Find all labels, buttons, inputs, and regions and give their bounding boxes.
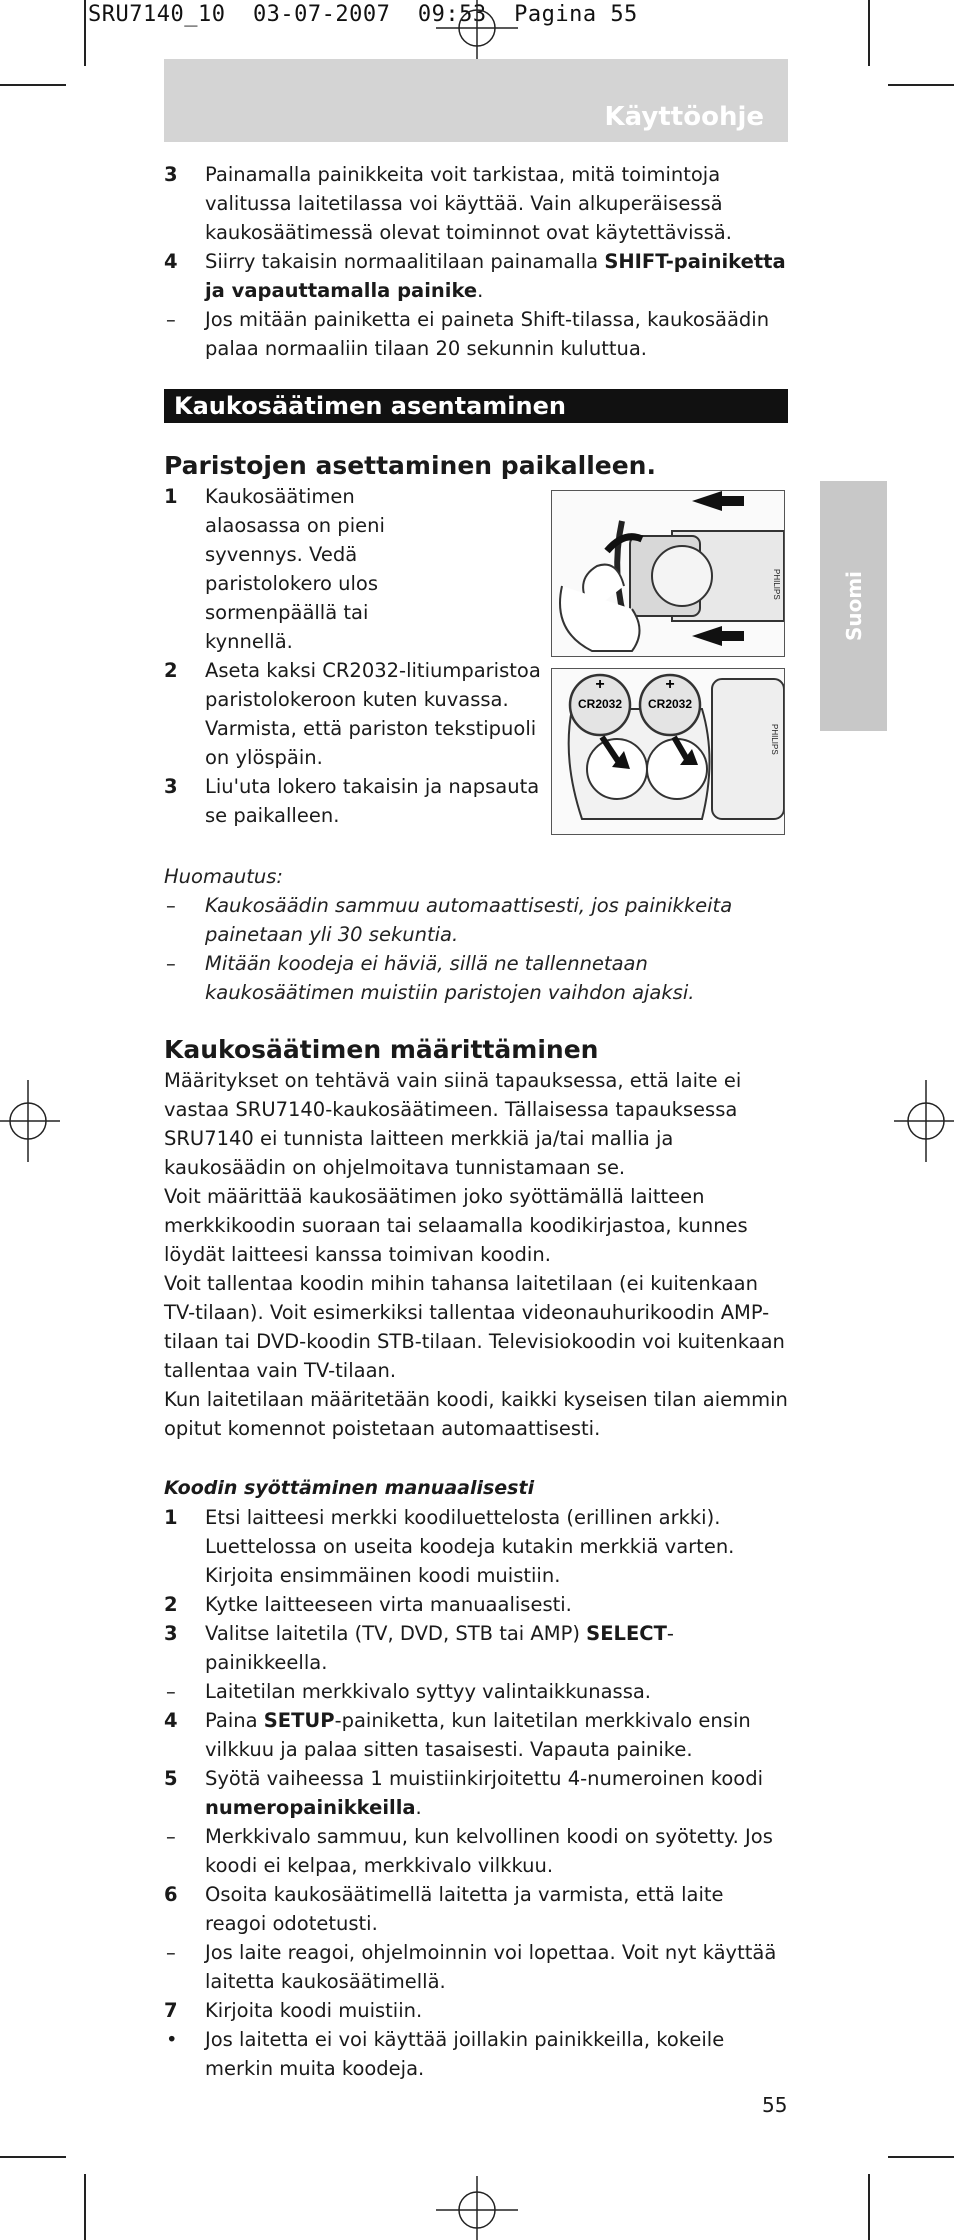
list-item [164, 247, 788, 305]
registration-mark-bottom [436, 2176, 518, 2240]
battery-tray-illustration [551, 490, 785, 657]
item-marker: 2 [164, 659, 178, 682]
subsection-heading: Kaukosäätimen määrittäminen [164, 1035, 599, 1064]
note-item [164, 949, 788, 1007]
list-item [164, 2025, 788, 2083]
item-marker: – [166, 952, 176, 975]
list-item [164, 656, 549, 772]
battery-steps-2-3 [164, 656, 549, 830]
note-item [164, 891, 788, 949]
item-text: Kirjoita koodi muistiin. [205, 1999, 423, 2022]
item-text: Etsi laitteesi merkki koodiluettelosta (erillinen arkki). Luettelossa on useita koodeja kutakin merkkiä varten. Kirjoita ensimmäinen koodi muistiin. [205, 1506, 735, 1587]
item-marker: – [166, 1825, 176, 1848]
item-text-bold: SETUP [263, 1709, 335, 1732]
registration-mark-left [0, 1080, 60, 1162]
intro-list [164, 160, 788, 363]
item-marker: 4 [164, 1709, 178, 1732]
battery-insert-illustration [551, 668, 785, 835]
paragraph: Voit määrittää kaukosäätimen joko syöttämällä laitteen merkkikoodin suoraan tai selaamalla koodikirjastoa, kunnes löydät laitteesi kanssa toimivan koodin. [164, 1185, 748, 1266]
item-text: -painiketta, kun laitetilan merkkivalo ensin vilkkuu ja palaa sitten tasaisesti. Vapauta painike. [205, 1709, 751, 1761]
item-marker: • [166, 2028, 178, 2051]
header-bar [164, 59, 788, 142]
item-marker: 1 [164, 485, 178, 508]
list-item [164, 1938, 788, 1996]
list-item [164, 1880, 788, 1938]
item-text: Merkkivalo sammuu, kun kelvollinen koodi on syötetty. Jos koodi ei kelpaa, merkkivalo vilkkuu. [205, 1825, 773, 1877]
item-marker: 3 [164, 775, 178, 798]
battery-label: CR2032 [577, 697, 623, 711]
plus-label: + [595, 676, 605, 693]
item-marker: 6 [164, 1883, 178, 1906]
item-marker: 3 [164, 1622, 178, 1645]
plus-label: + [665, 676, 675, 693]
item-text: Jos mitään painiketta ei paineta Shift-tilassa, kaukosäädin palaa normaaliin tilaan 20 sekunnin kuluttua. [205, 308, 770, 360]
item-text-bold: SHIFT-painiketta ja vapauttamalla painike [205, 250, 786, 302]
item-text: Laitetilan merkkivalo syttyy valintaikkunassa. [205, 1680, 651, 1703]
manual-heading: Koodin syöttäminen manuaalisesti [164, 1477, 535, 1499]
list-item [164, 1503, 788, 1590]
list-item [164, 1677, 788, 1706]
item-text: -painikkeella. [205, 1622, 674, 1674]
item-marker: 2 [164, 1593, 178, 1616]
setup-section [164, 1034, 788, 1443]
print-slug: SRU7140_10 03-07-2007 09:53 Pagina 55 [88, 2, 638, 27]
item-text: . [477, 279, 484, 302]
brand-label: PHILIPS [772, 569, 781, 600]
list-item [164, 160, 788, 247]
list-item [164, 772, 549, 830]
item-text: Syötä vaiheessa 1 muistiinkirjoitettu 4-numeroinen koodi [205, 1767, 763, 1790]
item-text-bold: SELECT [586, 1622, 667, 1645]
item-text: Valitse laitetila (TV, DVD, STB tai AMP) [205, 1622, 587, 1645]
item-marker: 4 [164, 250, 178, 273]
list-item [164, 1996, 788, 2025]
item-text: Aseta kaksi CR2032-litiumparistoa paristolokeroon kuten kuvassa. Varmista, että pariston tekstipuoli on ylöspäin. [205, 659, 541, 769]
item-text: Liu'uta lokero takaisin ja napsauta se paikalleen. [205, 775, 540, 827]
page-number: 55 [762, 2093, 788, 2117]
item-text: Paina [205, 1709, 264, 1732]
item-text: Kytke laitteeseen virta manuaalisesti. [205, 1593, 572, 1616]
section-heading: Kaukosäätimen asentaminen [164, 389, 788, 423]
item-text: . [415, 1796, 422, 1819]
subsection-heading: Paristojen asettaminen paikalleen. [164, 451, 656, 480]
battery-label: CR2032 [647, 697, 693, 711]
item-text: Osoita kaukosäätimellä laitetta ja varmista, että laite reagoi odotetusti. [205, 1883, 724, 1935]
item-text: Siirry takaisin normaalitilaan painamalla [205, 250, 605, 273]
item-text: Jos laite reagoi, ohjelmoinnin voi lopettaa. Voit nyt käyttää laitetta kaukosäätimellä. [205, 1941, 777, 1993]
language-tab-label: Suomi [841, 570, 866, 642]
manual-entry-section [164, 1474, 788, 2083]
item-text: Painamalla painikkeita voit tarkistaa, mitä toimintoja valitussa laitetilassa voi käyttää. Vain alkuperäisessä kaukosäätimessä olevat toiminnot ovat käytettävissä. [205, 163, 732, 244]
item-marker: – [166, 1941, 176, 1964]
paragraph: Voit tallentaa koodin mihin tahansa laitetilaan (ei kuitenkaan TV-tilaan). Voit esimerkiksi tallentaa videonauhurikoodin AMP-tilaan tai DVD-koodin STB-tilaan. Televisiokoodin voi kuitenkaan tallentaa vain TV-tilaan. [164, 1272, 785, 1382]
item-marker: 5 [164, 1767, 178, 1790]
list-item [164, 305, 788, 363]
item-marker: – [166, 308, 176, 331]
item-text-bold: numeropainikkeilla [205, 1796, 416, 1819]
list-item [164, 1590, 788, 1619]
item-marker: 7 [164, 1999, 178, 2022]
registration-mark-right [894, 1080, 954, 1162]
battery-step-1 [164, 482, 424, 656]
item-marker: 3 [164, 163, 178, 186]
note-text: Mitään koodeja ei häviä, sillä ne tallennetaan kaukosäätimen muistiin paristojen vaihdon ajaksi. [205, 952, 695, 1004]
list-item [164, 1764, 788, 1822]
item-marker: – [166, 1680, 176, 1703]
item-text: Kaukosäätimen alaosassa on pieni syvennys. Vedä paristolokero ulos sormenpäällä tai kynnellä. [205, 485, 385, 653]
language-tab [820, 481, 887, 731]
list-item [164, 1822, 788, 1880]
note-title: Huomautus: [164, 865, 283, 888]
item-marker: – [166, 894, 176, 917]
paragraph: Määritykset on tehtävä vain siinä tapauksessa, että laite ei vastaa SRU7140-kaukosäätimeen. Tällaisessa tapauksessa SRU7140 ei tunnista laitteen merkkiä ja/tai mallia ja kaukosäädin on ohjelmoitava tunnistamaan se. [164, 1069, 742, 1179]
item-marker: 1 [164, 1506, 178, 1529]
registration-mark-top [436, 0, 518, 60]
item-text: Jos laitetta ei voi käyttää joillakin painikkeilla, kokeile merkin muita koodeja. [205, 2028, 725, 2080]
note-block [164, 862, 788, 1007]
header-title: Käyttöohje [604, 102, 764, 132]
list-item [164, 1706, 788, 1764]
paragraph: Kun laitetilaan määritetään koodi, kaikki kyseisen tilan aiemmin opitut komennot poistetaan automaattisesti. [164, 1388, 788, 1440]
brand-label: PHILIPS [770, 724, 779, 755]
list-item [164, 1619, 788, 1677]
note-text: Kaukosäädin sammuu automaattisesti, jos painikkeita painetaan yli 30 sekuntia. [205, 894, 733, 946]
